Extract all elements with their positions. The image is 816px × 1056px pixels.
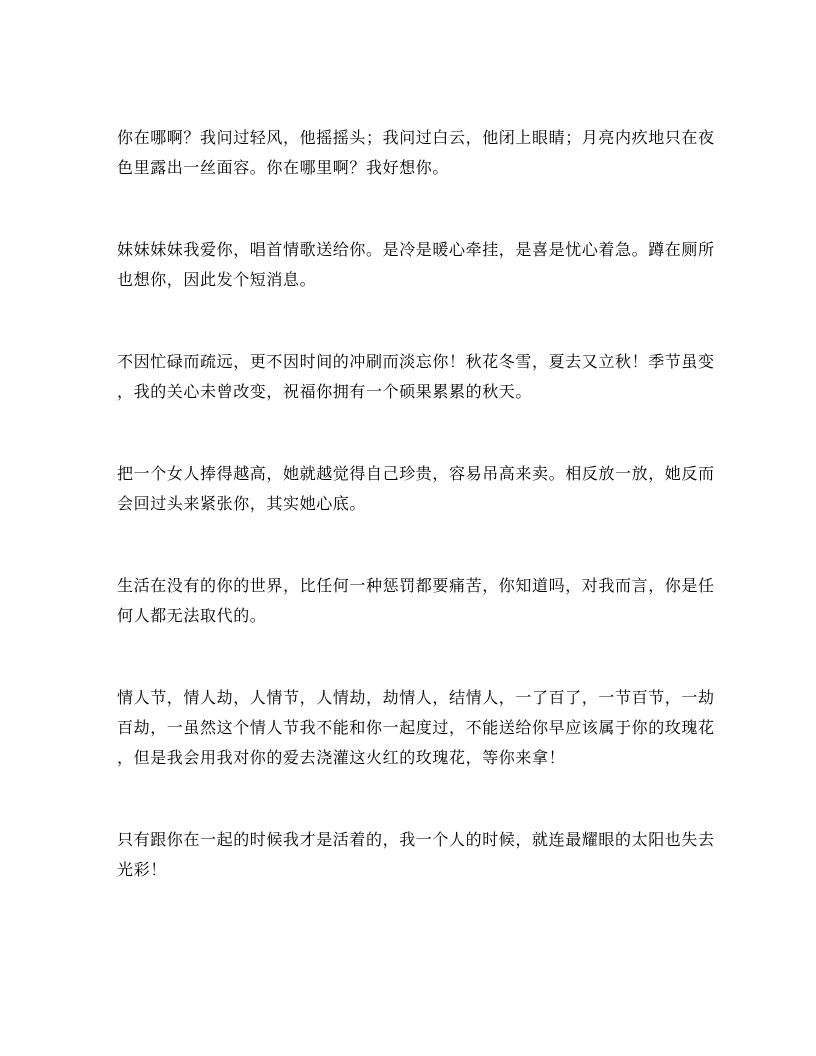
paragraph-line: 把一个女人捧得越高，她就越觉得自己珍贵，容易吊高来卖。相反放一放，她反而 (117, 464, 715, 483)
paragraph-line: 只有跟你在一起的时候我才是活着的，我一个人的时候，就连最耀眼的太阳也失去 (117, 830, 715, 849)
paragraph-7 (117, 825, 715, 885)
paragraph-line: 生活在没有的你的世界，比任何一种惩罚都要痛苦，你知道吗，对我而言，你是任 (117, 576, 715, 595)
paragraph-line: 光彩！ (117, 860, 167, 879)
paragraph-line: 色里露出一丝面容。你在哪里啊？我好想你。 (117, 158, 450, 177)
paragraph-line: 你在哪啊？我问过轻风，他摇摇头；我问过白云，他闭上眼睛；月亮内疚地只在夜 (117, 128, 715, 147)
paragraph-line: ，但是我会用我对你的爱去浇灌这火红的玫瑰花，等你来拿！ (117, 748, 566, 767)
paragraph-5 (117, 571, 715, 631)
paragraph-4 (117, 459, 715, 519)
paragraph-line: 不因忙碌而疏远，更不因时间的冲刷而淡忘你！秋花冬雪，夏去又立秋！季节虽变 (117, 352, 715, 371)
paragraph-1 (117, 123, 715, 183)
paragraph-2 (117, 235, 715, 295)
paragraph-line: 情人节，情人劫，人情节，人情劫，劫情人，结情人，一了百了，一节百节，一劫 (117, 688, 715, 707)
document-body (117, 123, 715, 937)
paragraph-line: 也想你，因此发个短消息。 (117, 270, 317, 289)
paragraph-line: 妹妹妹妹我爱你，唱首情歌送给你。是冷是暖心牵挂，是喜是忧心着急。蹲在厕所 (117, 240, 715, 259)
paragraph-line: ，我的关心未曾改变，祝福你拥有一个硕果累累的秋天。 (117, 382, 533, 401)
paragraph-line: 何人都无法取代的。 (117, 606, 267, 625)
paragraph-3 (117, 347, 715, 407)
paragraph-line: 会回过头来紧张你，其实她心底。 (117, 494, 367, 513)
paragraph-6 (117, 683, 715, 773)
paragraph-line: 百劫，一虽然这个情人节我不能和你一起度过，不能送给你早应该属于你的玫瑰花 (117, 718, 715, 737)
